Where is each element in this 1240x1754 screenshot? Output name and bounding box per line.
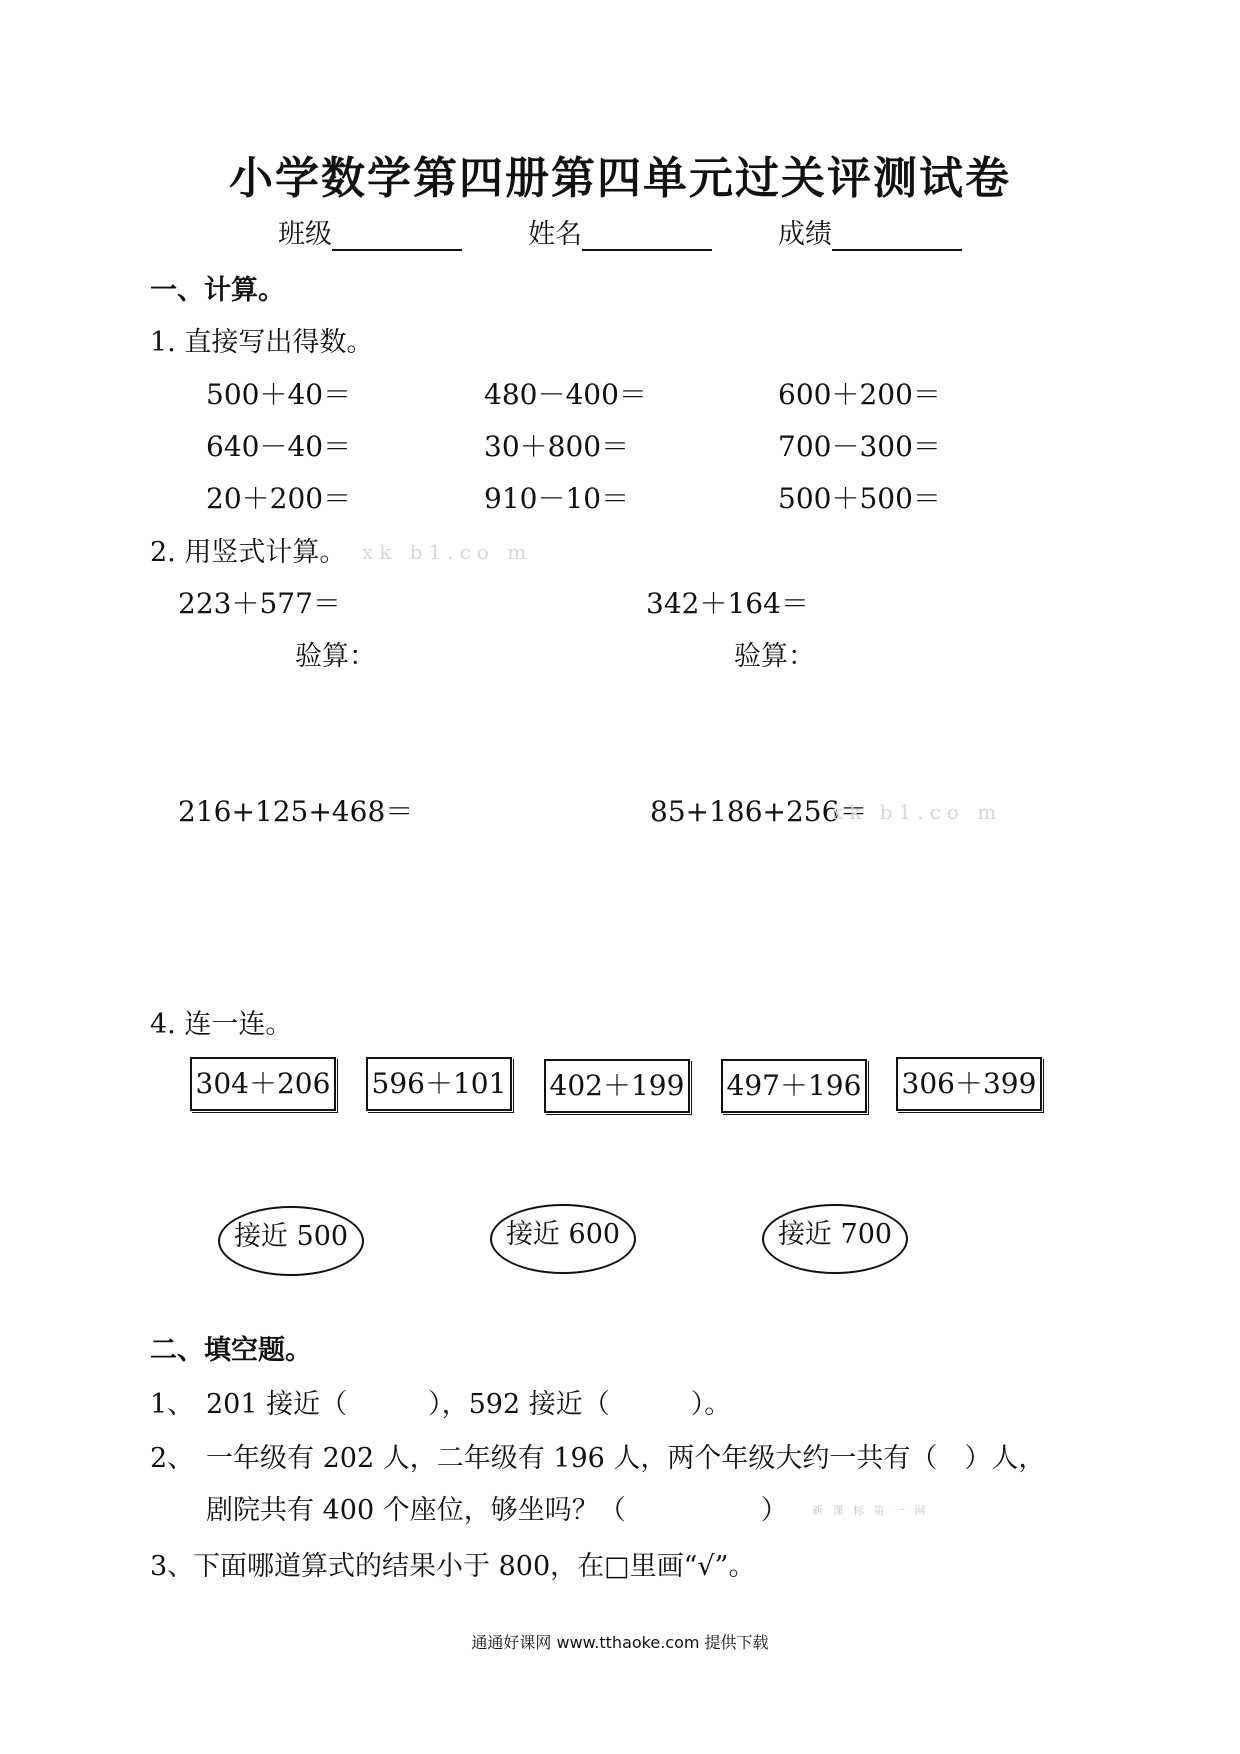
fill-item-number: 1、 (150, 1389, 195, 1420)
score-blank[interactable] (832, 219, 962, 251)
q1-equation: 600＋200＝ (778, 378, 941, 411)
fill-item-text-cont: 剧院共有 400 个座位，够坐吗？（ ） (206, 1495, 788, 1526)
q1-equation: 910－10＝ (484, 482, 630, 515)
class-label: 班级 (278, 219, 332, 250)
q1-equation: 480－400＝ (484, 378, 647, 411)
class-blank[interactable] (332, 219, 462, 251)
section2-heading: 二、填空题。 (150, 1335, 312, 1366)
q2-problem: 223＋577＝ (178, 587, 341, 620)
q1-label: 1. 直接写出得数。 (150, 327, 374, 358)
fill-item-number: 3、 (150, 1551, 195, 1582)
fill-item-text: 201 接近（ ），592 接近（ ）。 (206, 1389, 732, 1420)
section1-heading: 一、计算。 (150, 275, 285, 306)
watermark-small: 新 课 标 第 一 网 (812, 1504, 929, 1517)
watermark: xk b1.co m (832, 800, 1003, 824)
name-blank[interactable] (582, 219, 712, 251)
check-label: 验算： (734, 641, 815, 672)
q1-equation: 640－40＝ (206, 430, 352, 463)
name-field[interactable] (528, 212, 712, 251)
target-ellipse[interactable]: 接近 600 (490, 1204, 636, 1274)
q1-equation: 500＋40＝ (206, 378, 352, 411)
fill-item-text: 下面哪道算式的结果小于 800，在□里画“√”。 (193, 1551, 756, 1582)
score-label: 成绩 (778, 219, 832, 250)
q1-equation: 700－300＝ (778, 430, 941, 463)
target-ellipse[interactable]: 接近 500 (218, 1206, 364, 1276)
score-field[interactable] (778, 212, 962, 251)
match-box[interactable]: 596＋101 (366, 1057, 512, 1111)
fill-item-number: 2、 (150, 1443, 195, 1474)
fill-item-text: 一年级有 202 人，二年级有 196 人，两个年级大约一共有（ ）人， (206, 1443, 1046, 1474)
match-box[interactable]: 306＋399 (896, 1057, 1042, 1111)
q1-equation: 30＋800＝ (484, 430, 630, 463)
watermark: xk b1.co m (362, 540, 533, 564)
match-box[interactable]: 304＋206 (190, 1057, 336, 1111)
check-label: 验算： (295, 641, 376, 672)
q1-equation: 20＋200＝ (206, 482, 352, 515)
q2-problem: 85+186+256＝ (650, 795, 868, 828)
q2-label: 2. 用竖式计算。 (150, 537, 347, 568)
target-ellipse[interactable]: 接近 700 (762, 1204, 908, 1274)
match-box[interactable]: 497＋196 (721, 1059, 867, 1113)
page-title: 小学数学第四册第四单元过关评测试卷 (229, 153, 1011, 204)
footer: 通通好课网 www.tthaoke.com 提供下载 (471, 1633, 769, 1652)
q2-problem: 216+125+468＝ (178, 795, 414, 828)
match-box[interactable]: 402＋199 (544, 1059, 690, 1113)
name-label: 姓名 (528, 219, 582, 250)
class-field[interactable] (278, 212, 462, 251)
q4-label: 4. 连一连。 (150, 1009, 293, 1040)
q1-equation: 500＋500＝ (778, 482, 941, 515)
q2-problem: 342＋164＝ (646, 587, 809, 620)
